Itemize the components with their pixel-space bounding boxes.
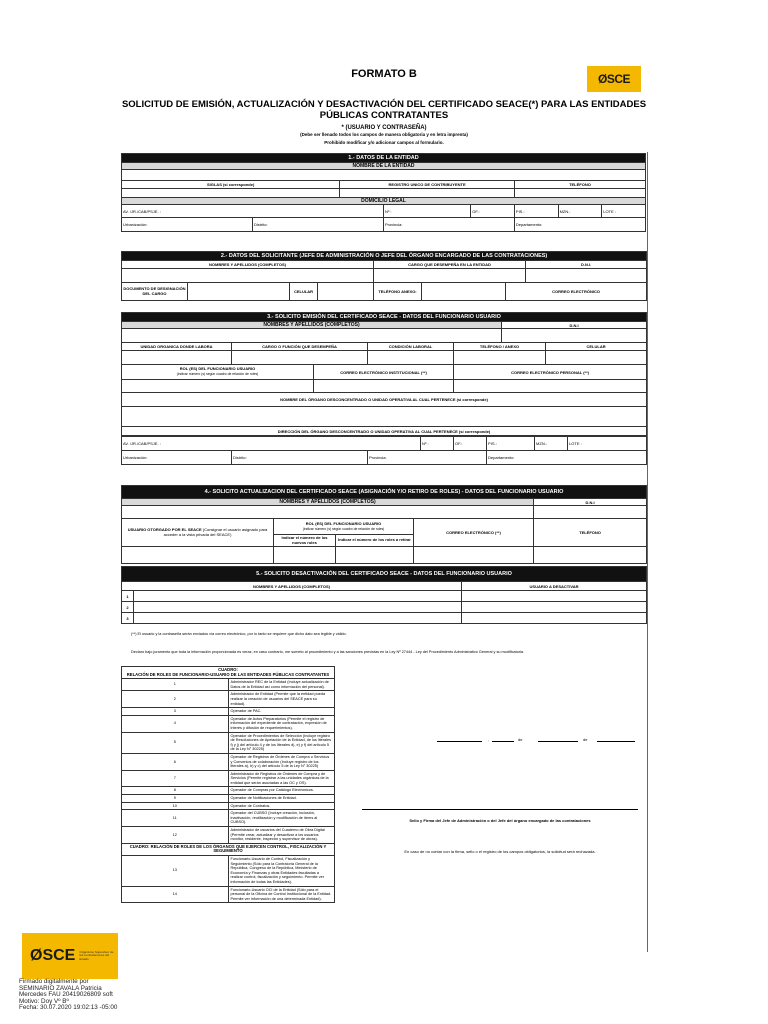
de-text-2: de	[583, 737, 588, 742]
solicitante-celular-field[interactable]	[318, 283, 374, 301]
mes-line	[538, 741, 578, 742]
section-1	[121, 153, 646, 232]
cuadro-row-text: Funcionario-Usuario OCI de la Entidad (Sólo para el personal de la Oficina de Control Institucional de la Entidad. Permite ver información de una determinada Entidad).	[228, 886, 335, 903]
cuadro-title: CUADRO:	[218, 667, 238, 672]
cuadro-row-number: 11	[122, 810, 229, 827]
actualizacion-nombres-field[interactable]	[122, 506, 534, 519]
avenida-field[interactable]: AV. /JR./CAB/PSJE. :	[122, 205, 384, 218]
cuadro-row-number: 10	[122, 802, 229, 810]
direccion-avenida-field[interactable]: AV. /JR./CAB/PSJE. :	[122, 437, 421, 451]
right-border-line	[647, 152, 648, 952]
direccion-departamento-field[interactable]: Departamento:	[487, 451, 647, 465]
declaracion-jurada: Declaro bajo juramento que toda la información proporcionada es veraz, en caso contrario, me someto al procedimiento y a las sanciones previstas en la Ley Nº 27444 - Ley del Procedimiento Administrativo General y su modificatoria.	[131, 650, 525, 654]
cuadro-row	[122, 795, 335, 803]
cuadro-row-text: Operador de PAC.	[228, 708, 335, 716]
cuadro-row-text: Operador de Procedimientos de Selección (Incluye registro de Resoluciones de Apelación de la Entidad, de los literales f) y j) del artículo 4 y de los literales d), e) y f) del artículo 5 de la Ley N° 30225)	[228, 732, 335, 753]
nuevos-roles-label: Indicar el número de los nuevos roles	[274, 535, 336, 547]
section-5	[121, 566, 646, 624]
desactivacion-usuario-2[interactable]	[462, 602, 647, 613]
siglas-label: SIGLAS (si corresponde)	[122, 181, 340, 189]
solicitante-nombres-label: NOMBRES Y APELLIDOS (COMPLETOS)	[122, 261, 374, 269]
cuadro-control-title: CUADRO: RELACIÓN DE ROLES DE LOS ÓRGANOS QUE EJERCEN CONTROL, FISCALIZACIÓN Y SEGUIMIENTO	[122, 843, 335, 855]
telefono-anexo-label: TELÉFONO / ANEXO	[454, 343, 546, 351]
cuadro-row	[122, 691, 335, 708]
solicitante-telefono-field[interactable]	[422, 283, 506, 301]
cuadro-row-number: 6	[122, 753, 229, 770]
solicitante-correo-label: CORREO ELECTRÓNICO	[506, 283, 647, 301]
departamento-field[interactable]: Departamento:	[514, 218, 645, 232]
solicitante-cargo-field[interactable]	[374, 269, 526, 283]
domicilio-label: DOMICILIO LEGAL	[122, 198, 646, 205]
direccion-distrito-field[interactable]: Distrito:	[232, 451, 368, 465]
cuadro-row	[122, 856, 335, 887]
usuario-otorgado-title: USUARIO OTORGADO POR EL SEACE	[127, 526, 202, 532]
organo-desconcentrado-label: NOMBRE DEL ÓRGANO DESCONCENTRADO O UNIDAD OPERATIVA AL CUAL PERTENECE (si corresponde)	[122, 393, 647, 407]
cuadro-row-number: 7	[122, 770, 229, 787]
osce-logo	[587, 66, 641, 92]
subtitle: * (USUARIO Y CONTRASEÑA)	[341, 125, 427, 131]
documento-designacion-label: DOCUMENTO DE DESIGNACIÓN DEL CARGO	[122, 283, 188, 301]
cuadro-row	[122, 770, 335, 787]
solicitante-telefono-label: TELÉFONO ANEXO:	[374, 283, 422, 301]
cuadro-subtitle: RELACIÓN DE ROLES DE FUNCIONARIO-USUARIO DE LAS ENTIDADES PÚBLICAS CONTRATANTES	[126, 671, 330, 677]
rol-funcionario-note: (indicar número (s) según cuadro de relación de roles)	[176, 372, 259, 376]
prohibition-note: Prohibido modificar y/o adicionar campos al formulario.	[324, 140, 444, 145]
cuadro-row-number: 4	[122, 715, 229, 732]
celular-label: CELULAR	[546, 343, 647, 351]
usuario-otorgado-note: (Consignar el usuario asignado para acceder a la vista privada del SEACE)	[163, 526, 268, 537]
direccion-manzana-field[interactable]: MZN.:	[535, 437, 568, 451]
usuario-desactivar-label: USUARIO A DESACTIVAR	[462, 582, 647, 591]
cuadro-row	[122, 708, 335, 716]
cuadro-row-text: Administrador de usuarios del Cuaderno de Obra Digital (Permite crear, actualizar y desactivar a los usuarios monitor, residente, inspector y supervisor de obras).	[228, 827, 335, 844]
cuadro-row-number: 13	[122, 856, 229, 887]
cuadro-row-text: Operador de Registros de Órdenes de Compra o Servicios y Convenios de colaboración (Incluye registro de los literales a), b) y c) del artículo 5 de la Ley N° 30225)	[228, 753, 335, 770]
lugar-line	[437, 741, 482, 742]
sello-firma-label: Sello y Firma del Jefe de Administración o del Jefe del órgano encargado de las contrataciones	[409, 818, 591, 823]
funcionario-dni-label: D.N.I	[502, 322, 647, 329]
usuario-otorgado-field[interactable]	[122, 547, 274, 564]
cuadro-row-text: Operador de Notificaciones de Entidad.	[228, 795, 335, 803]
solicitante-celular-label: CELULAR	[290, 283, 318, 301]
page-title: FORMATO B	[351, 68, 417, 80]
cuadro-row	[122, 787, 335, 795]
row-number: 1	[122, 591, 134, 602]
cuadro-header	[122, 667, 335, 679]
usuario-otorgado-label	[122, 519, 274, 547]
telefono-field[interactable]	[514, 189, 645, 198]
sig-line: Motivo: Doy Vº Bº	[19, 997, 69, 1005]
desactivacion-nombre-1[interactable]	[134, 591, 462, 602]
correo-institucional-label: CORREO ELECTRÓNICO INSTITUCIONAL (**)	[314, 365, 454, 380]
direccion-oficina-field[interactable]: OF.:	[454, 437, 487, 451]
direccion-organo-label: DIRECCIÓN DEL ÓRGANO DESCONCENTRADO O UNIDAD OPERATIVA AL CUAL PERTENECE (si corresponde)	[122, 427, 647, 436]
anio-line	[597, 741, 635, 742]
numero-field[interactable]: Nº :	[383, 205, 470, 218]
cuadro-row	[122, 715, 335, 732]
cargo-funcion-field[interactable]	[232, 351, 368, 365]
section-2	[121, 251, 646, 301]
rol-funcionario-field[interactable]	[122, 380, 314, 393]
entity-name-label: NOMBRE DE LA ENTIDAD	[122, 163, 646, 170]
actualizacion-correo-field[interactable]	[414, 547, 534, 564]
cuadro-row-text: Administrador REC de la Entidad (Incluye actualización de Datos de la Entidad así como información del personal).	[228, 679, 335, 691]
section-3-title: 3.- SOLICITO EMISIÓN DEL CERTIFICADO SEACE - DATOS DEL FUNCIONARIO USUARIO	[122, 313, 647, 322]
cuadro-row-number: 2	[122, 691, 229, 708]
cuadro-row-text: Administrador de Registros de Órdenes de Compra y de Servicios (Permite registrar a las unidades orgánicas de la entidad que serán asociadas a las OC y OS).	[228, 770, 335, 787]
desactivacion-nombre-2[interactable]	[134, 602, 462, 613]
direccion-provincia-field[interactable]: Provincia:	[368, 451, 487, 465]
main-title	[100, 99, 668, 121]
actualizacion-rol-note: (indicar número (s) según cuadro de relación de roles)	[302, 526, 385, 531]
manzana-field[interactable]: MZN.:	[558, 205, 602, 218]
cuadro-row-text: Funcionario-Usuario de Control, Fiscalización y Seguimiento (Sólo para la Contraloría General de la República, Congreso de la República, Ministerio de Economía y Finanzas y otras Entidades facultadas a realizar control, fiscalización y seguimiento. Permite ver información de todas las Entidades).	[228, 856, 335, 887]
actualizacion-rol-title: ROL (ES) DEL FUNCIONARIO USUARIO	[305, 520, 382, 526]
solicitante-cargo-label: CARGO QUE DESEMPEÑA EN LA ENTIDAD	[374, 261, 526, 269]
actualizacion-rol-label	[274, 519, 414, 535]
comma-text: ,	[488, 737, 490, 742]
siglas-field[interactable]	[122, 189, 340, 198]
section-3	[121, 312, 646, 465]
main-title-line2: PÚBLICAS CONTRATANTES	[319, 110, 449, 121]
direccion-lote-field[interactable]: LOTE :	[568, 437, 647, 451]
section-5-title: 5.- SOLICITO DESACTIVACIÓN DEL CERTIFICADO SEACE - DATOS DEL FUNCIONARIO USUARIO	[122, 567, 647, 582]
section-4	[121, 485, 646, 564]
main-title-line1: SOLICITUD DE EMISIÓN, ACTUALIZACIÓN Y DESACTIVACIÓN DEL CERTIFICADO SEACE(*) PARA LAS ENTIDADES	[121, 99, 647, 110]
documento-designacion-field[interactable]	[188, 283, 290, 301]
provincia-field[interactable]: Provincia:	[383, 218, 514, 232]
cuadro-row-text: Operador de Compras por Catálogo Electronicos.	[228, 787, 335, 795]
sig-line: Fecha: 30.07.2020 19:02:13 -05:00	[19, 1004, 118, 1012]
cuadro-row-number: 1	[122, 679, 229, 691]
row-number: 2	[122, 602, 134, 613]
cuadro-row-text: Administrador de Entidad (Permite que la entidad pueda realizar la creación de usuarios del SEACE para su entidad).	[228, 691, 335, 708]
section-2-title: 2.- DATOS DEL SOLICITANTE (JEFE DE ADMINISTRACIÓN O JEFE DEL ÓRGANO ENCARGADO DE LAS CONTRATACIONES)	[122, 252, 647, 261]
desactivacion-nombres-label: NOMBRES Y APELLIDOS (COMPLETOS)	[122, 582, 462, 591]
cuadro-row-number: 12	[122, 827, 229, 844]
osce-footer-logo-text: ØSCE	[30, 947, 76, 964]
sig-line: Mercedes FAU 20419026809 soft	[19, 991, 113, 999]
solicitante-dni-field[interactable]	[526, 269, 647, 283]
row-number: 3	[122, 613, 134, 624]
rechazo-warning: En caso de no contar con la firma, sello o el registro de los campos obligatorios, la solicitud será rechazada.	[404, 849, 596, 854]
actualizacion-correo-label: CORREO ELECTRÓNICO (**)	[414, 519, 534, 547]
cuadro-row-text: Operador del CUBSO (Incluye creación, inclusión, inactivación, reutilización y modificación de ítems al CUBSO).	[228, 810, 335, 827]
correo-note: (**) El usuario y la contraseña serán enviados vía correo electrónico, por lo tanto se requiere que dicho dato sea legible y válido.	[131, 632, 347, 636]
solicitante-dni-label: D.N.I.	[526, 261, 647, 269]
sig-line: Firmado digitalmente por	[19, 978, 89, 985]
piso-field[interactable]: PIS.:	[514, 205, 558, 218]
correo-personal-field[interactable]	[454, 380, 647, 393]
cuadro-row-text: Operador de Contratos.	[228, 802, 335, 810]
unidad-organica-field[interactable]	[122, 351, 232, 365]
cuadro-row-number: 14	[122, 886, 229, 903]
celular-field[interactable]	[546, 351, 647, 365]
de-text-1: de	[518, 737, 523, 742]
funcionario-nombres-label: NOMBRES Y APELLIDOS (COMPLETOS)	[122, 322, 502, 329]
direccion-numero-field[interactable]: Nº :	[421, 437, 454, 451]
telefono-label: TELÉFONO	[514, 181, 645, 189]
funcionario-nombres-field[interactable]	[122, 329, 502, 343]
condicion-laboral-field[interactable]	[368, 351, 454, 365]
retirar-roles-field[interactable]	[336, 547, 414, 564]
distrito-field[interactable]: Distrito:	[252, 218, 383, 232]
section-4-title: 4.- SOLICITO ACTUALIZACION DEL CERTIFICADO SEACE (ASIGNACIÓN Y/O RETIRO DE ROLES) - DATOS DEL FUNCIONARIO USUARIO	[122, 486, 647, 499]
cuadro-row-number: 8	[122, 787, 229, 795]
actualizacion-nombres-label: NOMBRES Y APELLIDOS (COMPLETOS)	[122, 499, 534, 506]
desactivacion-usuario-3[interactable]	[462, 613, 647, 624]
sig-line: SEMINARIO ZAVALA Patricia	[19, 984, 102, 992]
cuadro-row	[122, 886, 335, 903]
direccion-piso-field[interactable]: PIS.:	[487, 437, 535, 451]
correo-personal-label: CORREO ELECTRÓNICO PERSONAL (**)	[454, 365, 647, 380]
cuadro-row	[122, 679, 335, 691]
instruction-note: (Debe ser llenado todos los campos de manera obligatoria y en letra imprenta)	[300, 132, 468, 137]
cuadro-row-number: 9	[122, 795, 229, 803]
osce-logo-text: ØSCE	[597, 72, 631, 86]
telefono-anexo-field[interactable]	[454, 351, 546, 365]
urbanizacion-field[interactable]: Urbanización:	[122, 218, 253, 232]
actualizacion-dni-label: D.N.I	[534, 499, 647, 506]
cuadro-row	[122, 827, 335, 844]
lote-field[interactable]: LOTE :	[602, 205, 646, 218]
cuadro-row	[122, 753, 335, 770]
rol-funcionario-label	[122, 365, 314, 380]
unidad-organica-label: UNIDAD ORGANICA DONDE LABORA	[122, 343, 232, 351]
desactivacion-nombre-3[interactable]	[134, 613, 462, 624]
cuadro-row	[122, 732, 335, 753]
cuadro-row-number: 3	[122, 708, 229, 716]
osce-footer-logo	[22, 933, 118, 979]
osce-footer-logo-subtext: Organismo Supervisor de las Contrataciones del Estado	[79, 949, 114, 961]
dia-line	[492, 741, 514, 742]
retirar-roles-label: Indicar el número de los roles a retirar	[336, 535, 414, 547]
condicion-laboral-label: CONDICIÓN LABORAL	[368, 343, 454, 351]
ruc-label: REGISTRO UNICO DE CONTRIBUYENTE	[340, 181, 515, 189]
cuadro-row-number: 5	[122, 732, 229, 753]
cargo-funcion-label: CARGO O FUNCIÓN QUE DESEMPEÑA	[232, 343, 368, 351]
section-1-title: 1.- DATOS DE LA ENTIDAD	[122, 154, 646, 163]
entity-name-field[interactable]	[122, 170, 646, 181]
cuadro-row	[122, 810, 335, 827]
digital-signature	[19, 979, 117, 1012]
actualizacion-telefono-label: TELÉFONO	[534, 519, 647, 547]
direccion-urbanizacion-field[interactable]: Urbanización:	[122, 451, 232, 465]
correo-institucional-field[interactable]	[314, 380, 454, 393]
organo-desconcentrado-field[interactable]	[122, 407, 647, 427]
solicitante-nombres-field[interactable]	[122, 269, 374, 283]
oficina-field[interactable]: OF.:	[471, 205, 515, 218]
actualizacion-telefono-field[interactable]	[534, 547, 647, 564]
cuadro-roles	[121, 666, 335, 903]
cuadro-row	[122, 802, 335, 810]
cuadro-row-text: Operador de Actos Preparatorios (Permite el registro de información del expediente de contratación, expresión de interés y difusión de requerimientos).	[228, 715, 335, 732]
rol-funcionario-title: ROL (ES) DEL FUNCIONARIO USUARIO	[179, 366, 256, 372]
funcionario-dni-field[interactable]	[502, 329, 647, 343]
nuevos-roles-field[interactable]	[274, 547, 336, 564]
actualizacion-dni-field[interactable]	[534, 506, 647, 519]
desactivacion-usuario-1[interactable]	[462, 591, 647, 602]
firma-line	[362, 809, 638, 810]
ruc-field[interactable]	[340, 189, 515, 198]
